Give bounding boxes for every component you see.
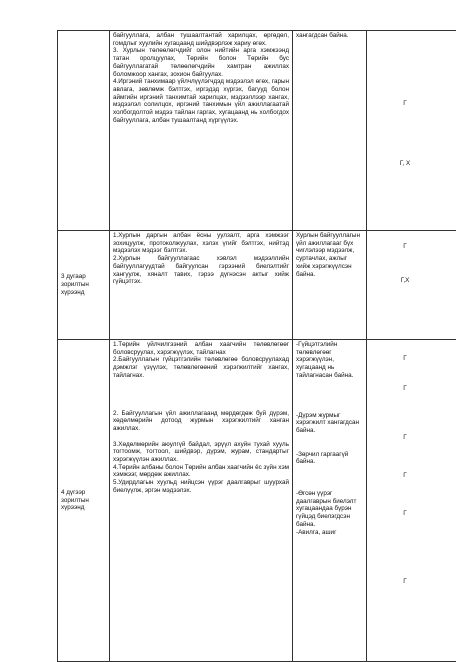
task-description bbox=[110, 31, 293, 231]
task-paragraph: 5.Удирдлагын хуульд нийцсэн үүрэг даалгаврыг шуурхай биелүүлж, эргэн мэдээлэх. bbox=[113, 479, 289, 494]
goal-label: 4 дүгээр зорилтын хүрээнд bbox=[58, 340, 110, 662]
goal-label bbox=[58, 31, 110, 231]
task-description bbox=[110, 340, 293, 662]
task-paragraph: 3.Хөдөлмөрийн аюулгүй байдал, эрүүл ахуйн тухай хууль тогтоомж, тогтоол, шийдвэр, дүрэм, журам, стандартыг хэрэгжүүлэн ажиллах. bbox=[113, 441, 289, 464]
task-paragraph: 2.Байгууллагын гүйцэтгэлийн төлөвлөгөө боловсруулахад дэмжлэг үзүүлэх, төлөвлөгөөний хэрэгжилтийг хангах, тайлагнах. bbox=[113, 356, 289, 379]
mark: Г bbox=[370, 510, 440, 518]
task-paragraph: 1.Төрийн үйлчилгээний албан хаагчийн төлөвлөгөөг боловсруулах, хэрэгжүүлэх, тайлагнах bbox=[113, 341, 289, 356]
task-paragraph: 2. Байгууллагын үйл ажиллагаанд мөрдөгдөж буй дүрэм, хөдөлмөрийн дотоод журмын хэрэгжилтийг ханган ажиллах. bbox=[113, 410, 289, 433]
table-row bbox=[58, 340, 456, 662]
mark: Г, Х bbox=[370, 160, 440, 168]
result-paragraph: Хурлын байгууллагын үйл ажиллагааг бүх чиглэлээр мэдээлж, суртачлах, ажлыг хийж хэрэгжүүлсэн байна. bbox=[296, 232, 363, 278]
result-paragraph: -Авилга, ашиг bbox=[296, 529, 363, 537]
task-paragraph: 4.Төрийн албаны болон Төрийн албан хаагчийн ёс зүйн хэм хэмжээг, мөрдөж ажиллах. bbox=[113, 464, 289, 479]
mark: Г bbox=[370, 578, 440, 586]
task-paragraph: 2.Хурлын байгууллагаас хэвлэл мэдээллийн байгууллагуудтай байгуулсан гэрээний биелэлтийг хангуулж, хяналт тавих, гэрээ дүгнэсэн актыг хийж гүйцэтгэх. bbox=[113, 255, 289, 286]
result-paragraph: хангагдсан байна. bbox=[296, 32, 363, 40]
mark: Г bbox=[370, 472, 440, 480]
result-paragraph: -Өгсөн үүрэг даалгаврын биелэлт хугацаандаа бүрэн гүйцэд биелэгдсэн байна. bbox=[296, 490, 363, 529]
mark: Г bbox=[370, 100, 440, 108]
mark: Г,Х bbox=[370, 277, 440, 285]
table-row bbox=[58, 231, 456, 340]
result-paragraph: -Гүйцэтгэлийн төлөвлөгөөг хэрэгжүүлэн, хугацаанд нь тайлагнасан байна. bbox=[296, 341, 363, 380]
goal-label: 3 дугаар зорилтын хүрээнд bbox=[58, 231, 110, 340]
mark-column bbox=[367, 231, 456, 340]
table-row bbox=[58, 31, 456, 231]
task-description bbox=[110, 231, 293, 340]
mark-column bbox=[367, 31, 456, 231]
expected-result bbox=[293, 231, 367, 340]
task-paragraph: 1.Хурлын даргын албан ёсны уулзалт, арга хэмжээг зохицуулж, протоколжуулах, хэлэх үгийг бэлтгэх, нийтэд мэдээлэх мэдээг бэлтгэх. bbox=[113, 232, 289, 255]
plan-table bbox=[57, 30, 456, 662]
mark: Г bbox=[370, 385, 440, 393]
task-paragraph: 4.Иргэний танхимаар үйлчлүүлэгчдэд мэдээлэл өгөх, гарын авлага, зөвлөмж бэлтгэх, иргэдэд хүргэх, багууд болон аймгийн иргэний танхимтай харилцах, мэдээллээр хангах, мэдээлэл солилцох, иргэний танхимын үйл ажиллагаатай холбогдолтой мэдээ тайлан гаргах, хугацаанд нь холбогдох байгууллага, албан тушаалтанд хүргүүлэх. bbox=[113, 78, 289, 124]
expected-result bbox=[293, 31, 367, 231]
task-paragraph: байгууллага, албан тушаалтантай харилцах, өргөдөл, гомдлыг хуулийн хугацаанд шийдвэрлэж хариу өгөх. bbox=[113, 32, 289, 47]
mark-column bbox=[367, 340, 456, 662]
mark: Г bbox=[370, 434, 440, 442]
expected-result bbox=[293, 340, 367, 662]
mark: Г bbox=[370, 355, 440, 363]
result-paragraph: -Зөрчил гаргаагүй байна. bbox=[296, 451, 363, 466]
task-paragraph: 3. Хурлын төлөөлөгчдийг олон нийтийн арга хэмжээнд татан оролцуулах, Төрийн болон Төрийн бус байгууллагатай төлөөлөгчдийн хамтран ажиллах боломжоор хангах, зохион байгуулах. bbox=[113, 47, 289, 78]
mark: Г bbox=[370, 243, 440, 251]
result-paragraph: -Дүрэм журмыг хэрэгжилт хангагдсан байна. bbox=[296, 412, 363, 435]
